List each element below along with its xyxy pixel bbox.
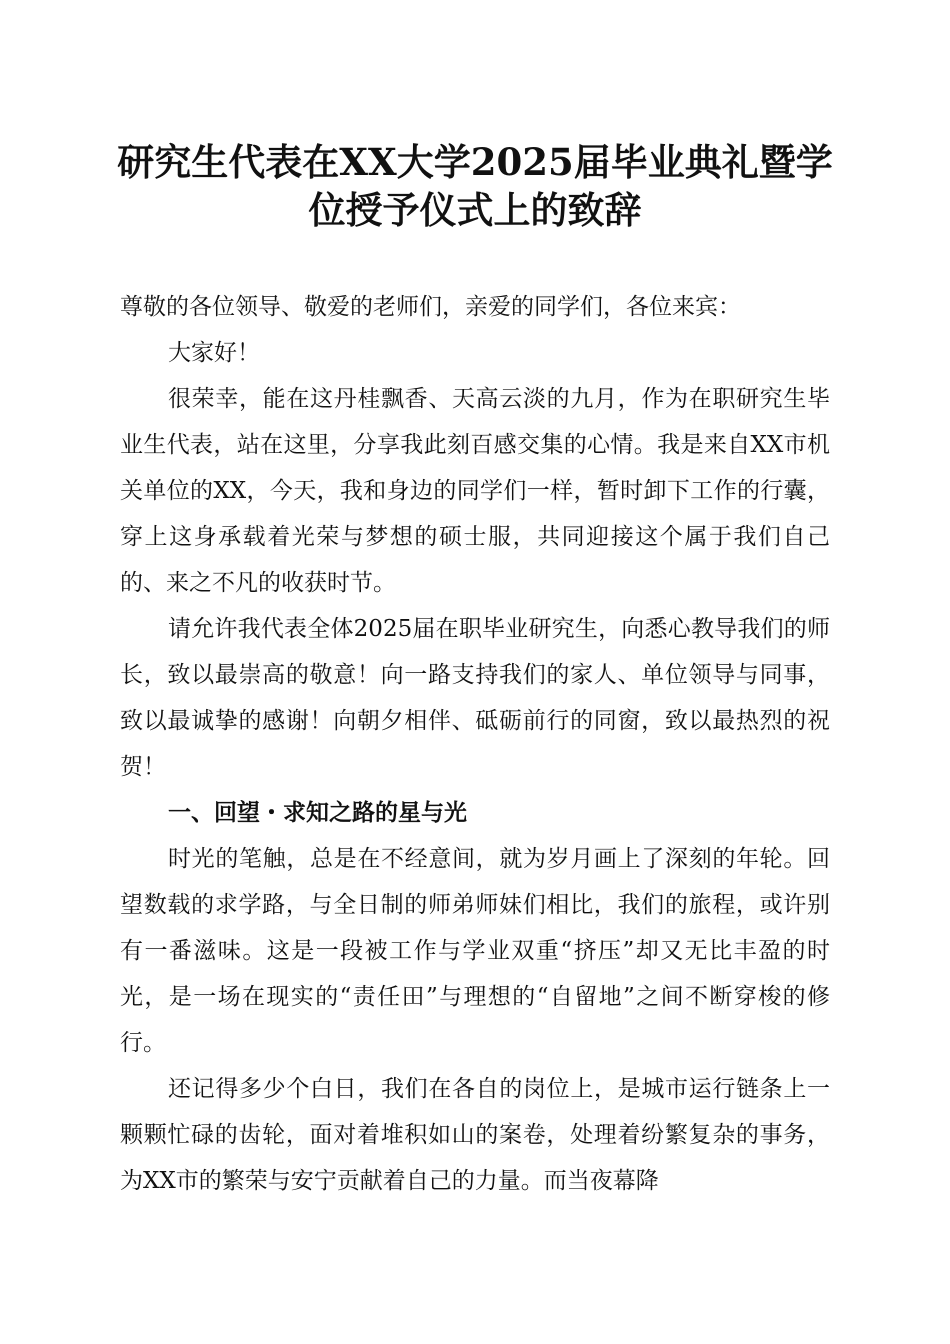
body-paragraph: 还记得多少个白日，我们在各自的岗位上，是城市运行链条上一颗颗忙碌的齿轮，面对着堆积如山的案卷，处理着纷繁复杂的事务，为XX市的繁荣与安宁贡献着自己的力量。而当夜幕降 <box>120 1076 830 1194</box>
section-heading: 一、回望・求知之路的星与光 <box>168 800 467 826</box>
body-paragraph: 请允许我代表全体2025届在职毕业研究生，向悉心教导我们的师长，致以最崇高的敬意！向一路支持我们的家人、单位领导与同事，致以最诚挚的感谢！向朝夕相伴、砥砺前行的同窗，致以最热烈的祝贺！ <box>120 616 830 780</box>
document-title: 研究生代表在XX大学2025届毕业典礼暨学位授予仪式上的致辞 <box>117 140 833 232</box>
body-paragraph: 时光的笔触，总是在不经意间，就为岁月画上了深刻的年轮。回望数载的求学路，与全日制的师弟师妹们相比，我们的旅程，或许别有一番滋味。这是一段被工作与学业双重“挤压”却又无比丰盈的时光，是一场在现实的“责任田”与理想的“自留地”之间不断穿梭的修行。 <box>120 846 830 1056</box>
salutation: 尊敬的各位领导、敬爱的老师们，亲爱的同学们，各位来宾： <box>120 294 741 320</box>
greeting-paragraph: 大家好！ <box>168 340 260 366</box>
document-body <box>120 284 830 1204</box>
body-paragraph: 很荣幸，能在这丹桂飘香、天高云淡的九月，作为在职研究生毕业生代表，站在这里，分享我此刻百感交集的心情。我是来自XX市机关单位的XX，今天，我和身边的同学们一样，暂时卸下工作的行囊，穿上这身承载着光荣与梦想的硕士服，共同迎接这个属于我们自己的、来之不凡的收获时节。 <box>120 386 830 596</box>
